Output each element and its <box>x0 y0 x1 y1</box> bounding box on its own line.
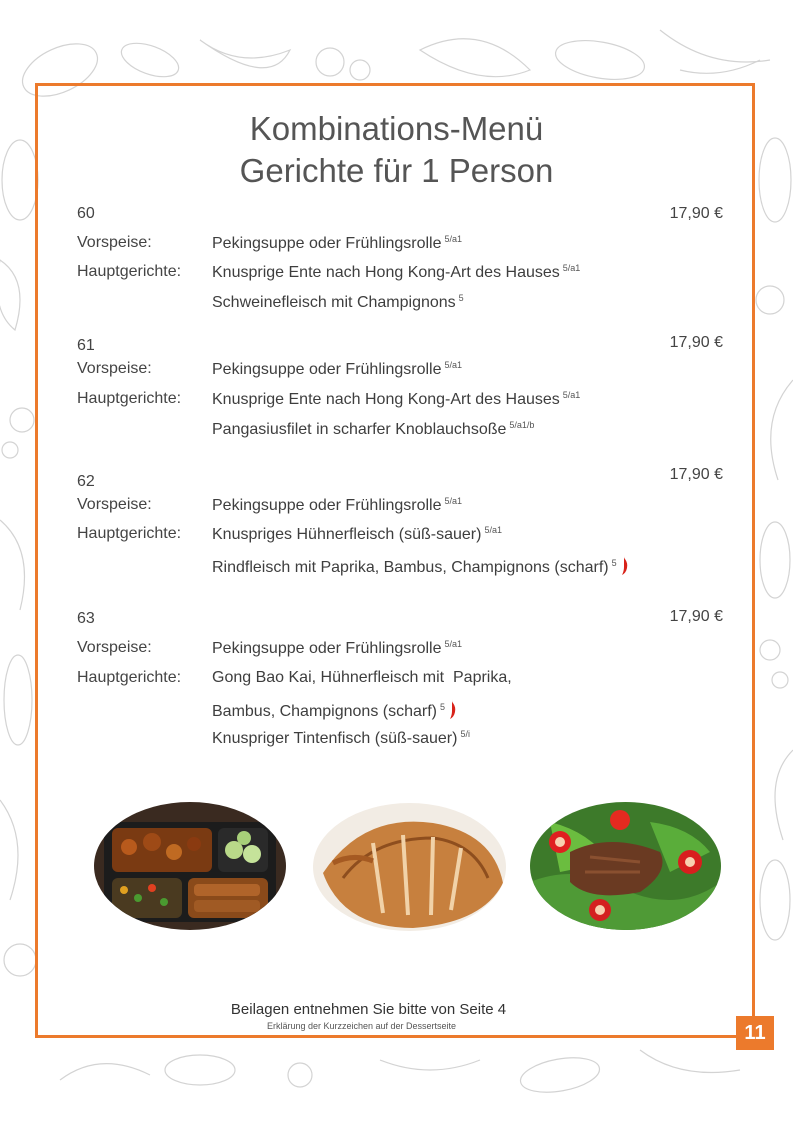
page-title <box>0 108 793 192</box>
main-row <box>77 669 727 697</box>
combo-price: 17,90 € <box>669 608 723 625</box>
food-photo-bento-box <box>94 802 286 930</box>
combo-number: 62 <box>77 473 95 490</box>
allergen-note: 5/a1 <box>562 263 581 273</box>
dish-name: Knuspriges Hühnerfleisch (süß-sauer) $^{5/a1}$ <box>212 525 502 543</box>
starter-row <box>77 639 727 667</box>
dish-name: Rindfleisch mit Paprika, Bambus, Champignons (scharf) $^5$ <box>212 555 629 577</box>
main-label: Hauptgerichte: <box>77 525 182 542</box>
chili-icon <box>449 699 457 719</box>
chili-icon <box>621 555 629 575</box>
page-number: 11 <box>736 1016 774 1050</box>
allergen-note: 5/a1 <box>562 390 581 400</box>
starter-label: Vorspeise: <box>77 639 152 656</box>
dish-name: Pekingsuppe oder Frühlingsrolle $^{5/a1}$ <box>212 234 462 252</box>
starter-label: Vorspeise: <box>77 234 152 251</box>
allergen-note: 5/a1 <box>444 360 462 370</box>
main-row <box>77 390 727 418</box>
allergen-note: 5 <box>439 702 445 712</box>
allergen-note: 5 <box>458 293 464 303</box>
combo-price: 17,90 € <box>669 205 723 222</box>
main-label: Hauptgerichte: <box>77 669 182 686</box>
starter-label: Vorspeise: <box>77 360 152 377</box>
main-row <box>77 729 727 757</box>
allergen-note: 5/a1 <box>444 234 462 244</box>
main-row <box>77 420 727 448</box>
footer-legend-note: Erklärung der Kurzzeichen auf der Dessertseite <box>266 1021 457 1031</box>
allergen-note: 5/a1 <box>484 525 502 535</box>
main-label: Hauptgerichte: <box>77 263 182 280</box>
main-row <box>77 263 727 291</box>
dish-name: Bambus, Champignons (scharf) $^5$ <box>212 699 457 721</box>
dish-name: Pangasiusfilet in scharfer Knoblauchsoße $^{5/a1/b}$ <box>212 420 535 438</box>
combo-number: 61 <box>77 337 95 354</box>
dish-name: Knusprige Ente nach Hong Kong-Art des Hauses $^{5/a1}$ <box>212 263 581 281</box>
allergen-note: 5 <box>611 558 617 568</box>
main-row <box>77 555 727 583</box>
combo-price: 17,90 € <box>669 466 723 483</box>
food-photo-crispy-duck <box>313 803 506 931</box>
dish-name: Pekingsuppe oder Frühlingsrolle $^{5/a1}$ <box>212 639 462 657</box>
starter-row <box>77 496 727 524</box>
title-line-1: Kombinations-Menü <box>249 110 544 147</box>
main-row <box>77 293 727 321</box>
dish-name: Pekingsuppe oder Frühlingsrolle $^{5/a1}$ <box>212 496 462 514</box>
combo-number: 60 <box>77 205 95 222</box>
main-label: Hauptgerichte: <box>77 390 182 407</box>
dish-name: Schweinefleisch mit Champignons $^5$ <box>212 293 464 311</box>
dish-name: Knuspriger Tintenfisch (süß-sauer) $^{5/i}$ <box>212 729 470 747</box>
starter-label: Vorspeise: <box>77 496 152 513</box>
allergen-note: 5/i <box>460 729 470 739</box>
dish-name: Gong Bao Kai, Hühnerfleisch mit Paprika, <box>212 669 512 686</box>
allergen-note: 5/a1 <box>444 639 462 649</box>
title-line-2: Gerichte für 1 Person <box>239 152 554 189</box>
starter-row <box>77 360 727 388</box>
allergen-note: 5/a1 <box>444 496 462 506</box>
dish-name: Knusprige Ente nach Hong Kong-Art des Hauses $^{5/a1}$ <box>212 390 581 408</box>
main-row <box>77 525 727 553</box>
allergen-note: 5/a1/b <box>509 420 535 430</box>
dish-name: Pekingsuppe oder Frühlingsrolle $^{5/a1}$ <box>212 360 462 378</box>
footer-side-dishes-note: Beilagen entnehmen Sie bitte von Seite 4 <box>230 1001 507 1018</box>
combo-number: 63 <box>77 610 95 627</box>
starter-row <box>77 234 727 262</box>
food-photo-beef-peppers <box>530 802 721 930</box>
main-row <box>77 699 727 727</box>
combo-price: 17,90 € <box>669 334 723 351</box>
